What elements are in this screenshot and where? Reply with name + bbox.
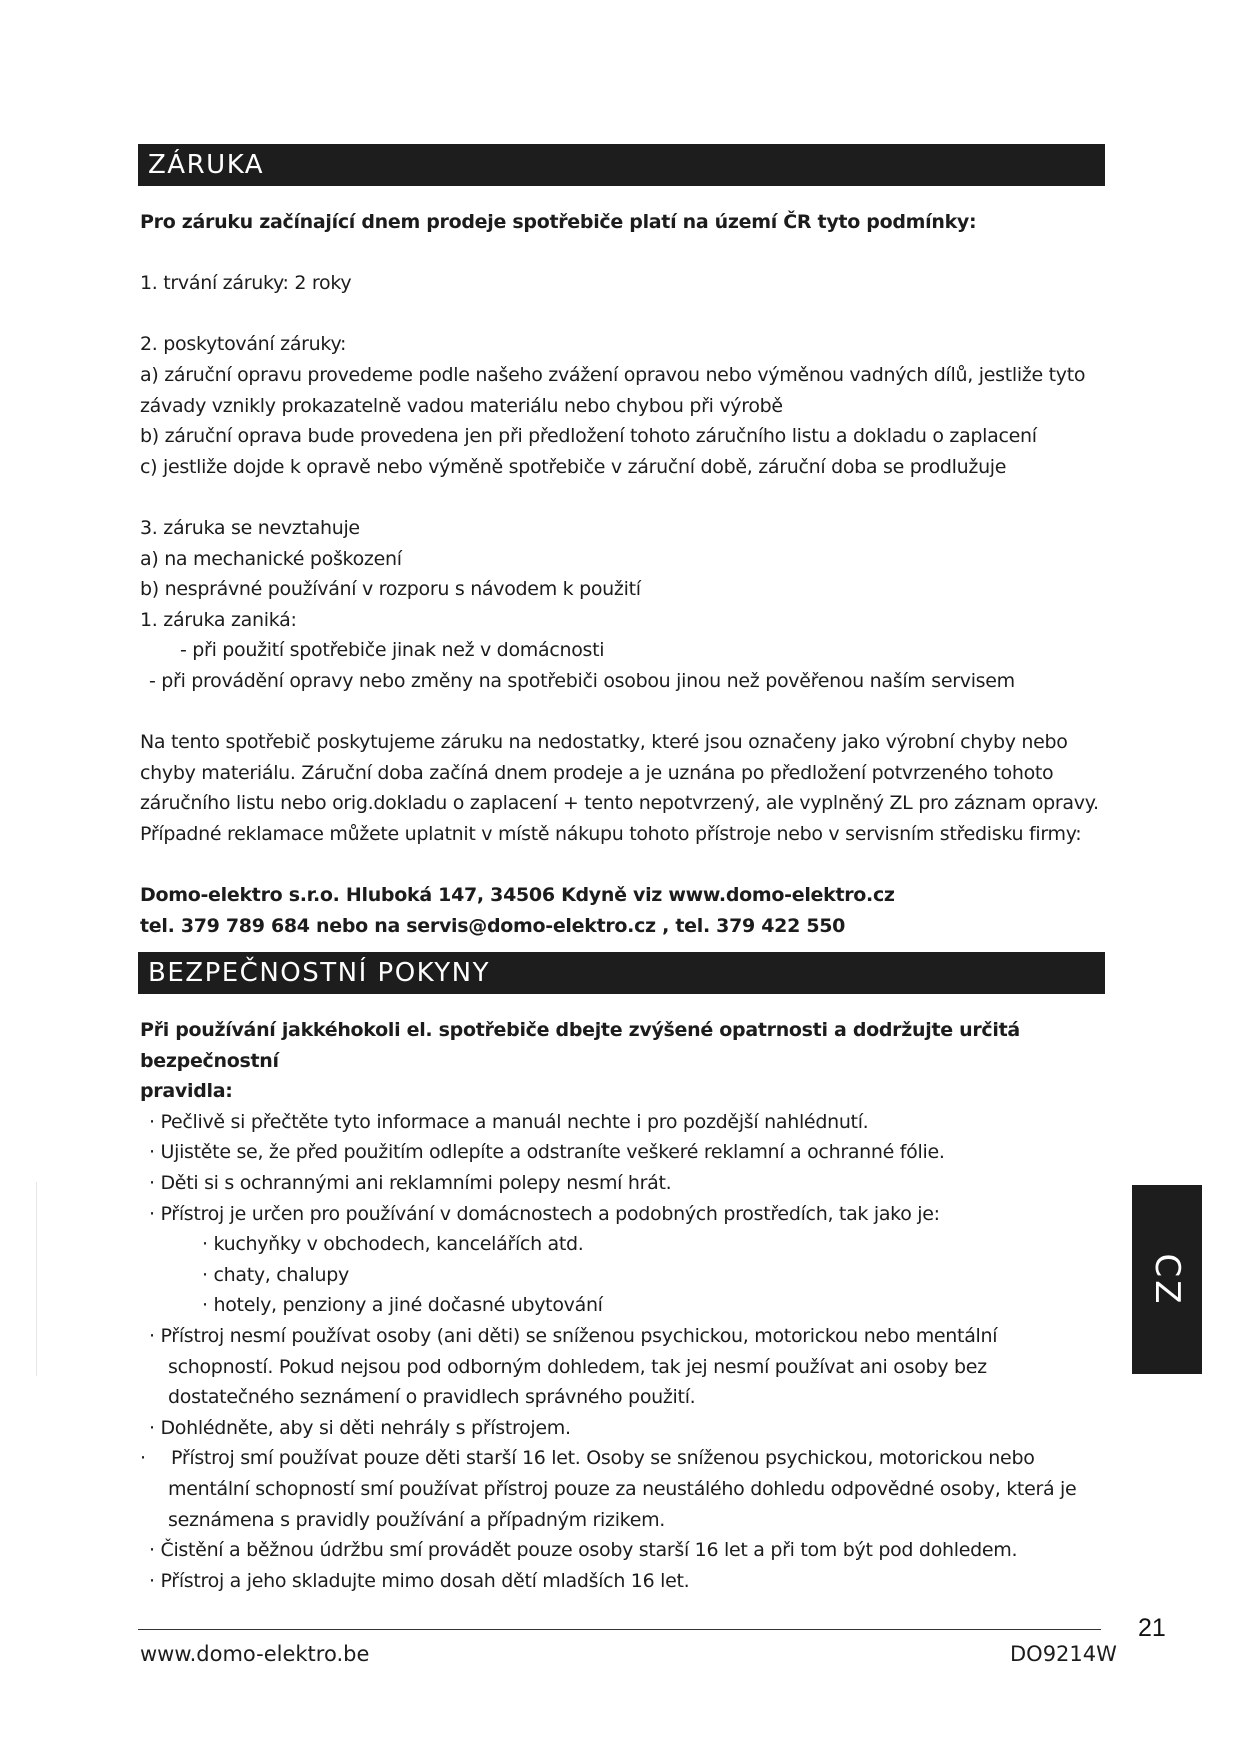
- safety-bullet-7-dot: ·: [140, 1447, 146, 1470]
- warranty-item-2c: c) jestliže dojde k opravě nebo výměně spotřebiče v záruční době, záruční doba se prodlužuje: [140, 455, 1007, 478]
- warranty-paragraph-line-2: chyby materiálu. Záruční doba začíná dnem prodeje a je uznána po předložení potvrzeného tohoto: [140, 761, 1054, 784]
- warranty-item-2b: b) záruční oprava bude provedena jen při předložení tohoto záručního listu a dokladu o zaplacení: [140, 425, 1037, 448]
- language-tab: [1132, 1185, 1202, 1374]
- warranty-item-2-heading: 2. poskytování záruky:: [140, 333, 347, 356]
- footer-website: www.domo-elektro.be: [140, 1642, 370, 1666]
- page-number: 21: [1138, 1614, 1166, 1642]
- warranty-item-4-heading: 1. záruka zaniká:: [140, 608, 297, 631]
- safety-bullet-6: · Dohlédněte, aby si děti nehrály s přístrojem.: [149, 1416, 571, 1439]
- warranty-item-2a: a) záruční opravu provedeme podle našeho zvážení opravou nebo výměnou vadných dílů, jestliže tyto: [140, 363, 1086, 386]
- footer-model: DO9214W: [1010, 1642, 1117, 1666]
- safety-bullet-7-cont-2: seznámena s pravidly používání a případným rizikem.: [168, 1508, 666, 1531]
- safety-bullet-1: · Pečlivě si přečtěte tyto informace a manuál nechte i pro pozdější nahlédnutí.: [149, 1110, 869, 1133]
- warranty-paragraph-line-4: Případné reklamace můžete uplatnit v místě nákupu tohoto přístroje nebo v servisním středisku firmy:: [140, 822, 1082, 845]
- safety-bullet-5-cont-1: schopností. Pokud nejsou pod odborným dohledem, tak jej nesmí používat ani osoby bez: [168, 1355, 987, 1378]
- warranty-item-3a: a) na mechanické poškození: [140, 547, 402, 570]
- warranty-heading: ZÁRUKA: [138, 144, 1105, 186]
- safety-sub-bullet-2: · chaty, chalupy: [202, 1263, 349, 1286]
- warranty-intro: Pro záruku začínající dnem prodeje spotřebiče platí na území ČR tyto podmínky:: [140, 211, 977, 233]
- safety-bullet-9: · Přístroj a jeho skladujte mimo dosah dětí mladších 16 let.: [149, 1569, 690, 1592]
- warranty-item-3-heading: 3. záruka se nevztahuje: [140, 516, 360, 539]
- safety-bullet-5: · Přístroj nesmí používat osoby (ani děti) se sníženou psychickou, motorickou nebo mentální: [149, 1324, 998, 1347]
- safety-bullet-7-text: Přístroj smí používat pouze děti starší 16 let. Osoby se sníženou psychickou, motorickou nebo: [171, 1447, 1035, 1470]
- warranty-paragraph-line-1: Na tento spotřebič poskytujeme záruku na nedostatky, které jsou označeny jako výrobní chyby nebo: [140, 731, 1068, 754]
- language-tab-label: CZ: [1147, 1252, 1187, 1307]
- warranty-item-3b: b) nesprávné používání v rozporu s návodem k použití: [140, 578, 641, 601]
- warranty-contact-address: Domo-elektro s.r.o. Hluboká 147, 34506 Kdyně viz www.domo-elektro.cz: [140, 884, 895, 907]
- safety-bullet-4: · Přístroj je určen pro používání v domácnostech a podobných prostředích, tak jako je:: [149, 1202, 940, 1225]
- warranty-section: [140, 207, 1100, 941]
- margin-line: [36, 1182, 37, 1376]
- safety-bullet-7-cont-1: mentální schopností smí používat přístroj pouze za neustálého dohledu odpovědné osoby, která je: [168, 1477, 1077, 1500]
- warranty-item-2a-cont: závady vznikly prokazatelně vadou materiálu nebo chybou při výrobě: [140, 394, 783, 417]
- safety-bullet-7: [140, 1443, 1100, 1474]
- warranty-contact-phone: tel. 379 789 684 nebo na servis@domo-elektro.cz , tel. 379 422 550: [140, 914, 846, 937]
- warranty-item-4a: - při použití spotřebiče jinak než v domácnosti: [180, 639, 605, 662]
- warranty-paragraph-line-3: záručního listu nebo orig.dokladu o zaplacení + tento nepotvrzený, ale vyplněný ZL pro záznam opravy.: [140, 792, 1099, 815]
- footer-divider: [138, 1629, 1101, 1630]
- warranty-item-1: 1. trvání záruky: 2 roky: [140, 272, 352, 295]
- safety-bullet-8: · Čistění a běžnou údržbu smí provádět pouze osoby starší 16 let a při tom být pod dohledem.: [149, 1539, 1018, 1562]
- safety-heading: BEZPEČNOSTNÍ POKYNY: [138, 952, 1105, 994]
- warranty-item-4b: - při provádění opravy nebo změny na spotřebiči osobou jinou než pověřenou naším servisem: [149, 669, 1015, 692]
- safety-bullet-3: · Děti si s ochrannými ani reklamními polepy nesmí hrát.: [149, 1171, 672, 1194]
- safety-intro-line-2: pravidla:: [140, 1080, 233, 1103]
- safety-sub-bullet-3: · hotely, penziony a jiné dočasné ubytování: [202, 1294, 603, 1317]
- safety-sub-bullet-1: · kuchyňky v obchodech, kancelářích atd.: [202, 1233, 584, 1256]
- safety-intro-line-1: Při používání jakkéhokoli el. spotřebiče dbejte zvýšené opatrnosti a dodržujte určitá bezpečnostní: [140, 1019, 1020, 1072]
- safety-section: [140, 1015, 1100, 1596]
- safety-bullet-2: · Ujistěte se, že před použitím odlepíte a odstraníte veškeré reklamní a ochranné fólie.: [149, 1141, 945, 1164]
- safety-bullet-5-cont-2: dostatečného seznámení o pravidlech správného použití.: [168, 1386, 696, 1409]
